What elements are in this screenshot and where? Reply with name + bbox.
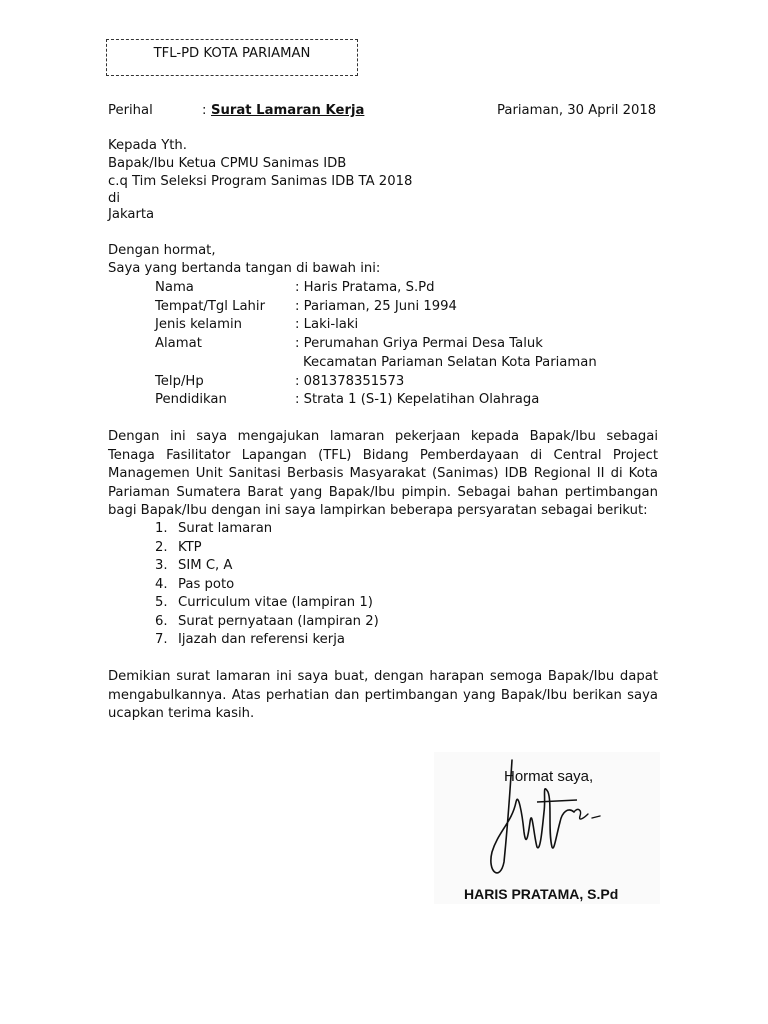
handwritten-signature: [482, 752, 612, 882]
recipient-line: Bapak/Ibu Ketua CPMU Sanimas IDB: [108, 156, 347, 171]
closing-paragraph-text: Demikian surat lamaran ini saya buat, dengan harapan semoga Bapak/Ibu dapat mengabulkannya. Atas perhatian dan pertimbangan yang Bapak/Ibu berikan saya ucapkan terima kasih.: [108, 669, 658, 721]
signature-block: [434, 752, 660, 904]
identity-label: Jenis kelamin: [155, 317, 242, 332]
identity-value-continued: Kecamatan Pariaman Selatan Kota Pariaman: [303, 355, 597, 370]
attachment-num: 6.: [155, 614, 168, 629]
attachment-num: 5.: [155, 595, 168, 610]
attachment-num: 7.: [155, 632, 168, 647]
recipient-line: Kepada Yth.: [108, 138, 187, 153]
identity-value: : Perumahan Griya Permai Desa Taluk: [295, 336, 543, 351]
closing-paragraph: [108, 668, 658, 724]
identity-value: : Pariaman, 25 Juni 1994: [295, 299, 457, 314]
body-paragraph: [108, 428, 658, 521]
subject-colon: :: [202, 103, 207, 118]
signature-name: HARIS PRATAMA, S.Pd: [464, 886, 619, 902]
recipient-line: Jakarta: [108, 207, 155, 222]
identity-label: Nama: [155, 280, 194, 295]
greeting: Dengan hormat,: [108, 243, 216, 258]
intro-text: Saya yang bertanda tangan di bawah ini:: [108, 261, 381, 276]
identity-label: Pendidikan: [155, 392, 227, 407]
body-paragraph-text: Dengan ini saya mengajukan lamaran pekerjaan kepada Bapak/Ibu sebagai Tenaga Fasilitator Lapangan (TFL) Bidang Pemberdayaan di Central Project Managemen Unit Sanitasi Berbasis Masyarakat (Sanimas) IDB Regional II di Kota Pariaman Sumatera Barat yang Bapak/Ibu pimpin. Sebagai bahan pertimbangan bagi Bapak/Ibu dengan ini saya lampirkan beberapa persyaratan sebagai berikut:: [108, 429, 658, 518]
attachment-num: 3.: [155, 558, 168, 573]
attachment-item: Curriculum vitae (lampiran 1): [178, 595, 373, 610]
attachment-item: KTP: [178, 540, 202, 555]
subject-value: Surat Lamaran Kerja: [211, 103, 365, 118]
attachment-num: 1.: [155, 521, 168, 536]
header-box: [106, 39, 358, 76]
attachment-item: Surat pernyataan (lampiran 2): [178, 614, 379, 629]
recipient-line: di: [108, 191, 121, 206]
signature-salutation: Hormat saya,: [504, 768, 594, 785]
attachment-item: Pas poto: [178, 577, 235, 592]
attachment-num: 4.: [155, 577, 168, 592]
attachment-item: Ijazah dan referensi kerja: [178, 632, 345, 647]
identity-label: Alamat: [155, 336, 202, 351]
attachment-item: SIM C, A: [178, 558, 233, 573]
place-date: Pariaman, 30 April 2018: [497, 103, 657, 118]
subject-label: Perihal: [108, 103, 153, 118]
attachment-item: Surat lamaran: [178, 521, 273, 536]
recipient-line: c.q Tim Seleksi Program Sanimas IDB TA 2018: [108, 174, 413, 189]
header-title: TFL-PD KOTA PARIAMAN: [153, 46, 311, 61]
identity-value: : Haris Pratama, S.Pd: [295, 280, 435, 295]
identity-label: Telp/Hp: [155, 374, 204, 389]
identity-value: : Strata 1 (S-1) Kepelatihan Olahraga: [295, 392, 540, 407]
identity-value: : Laki-laki: [295, 317, 359, 332]
attachment-num: 2.: [155, 540, 168, 555]
identity-label: Tempat/Tgl Lahir: [155, 299, 265, 314]
identity-value: : 081378351573: [295, 374, 405, 389]
